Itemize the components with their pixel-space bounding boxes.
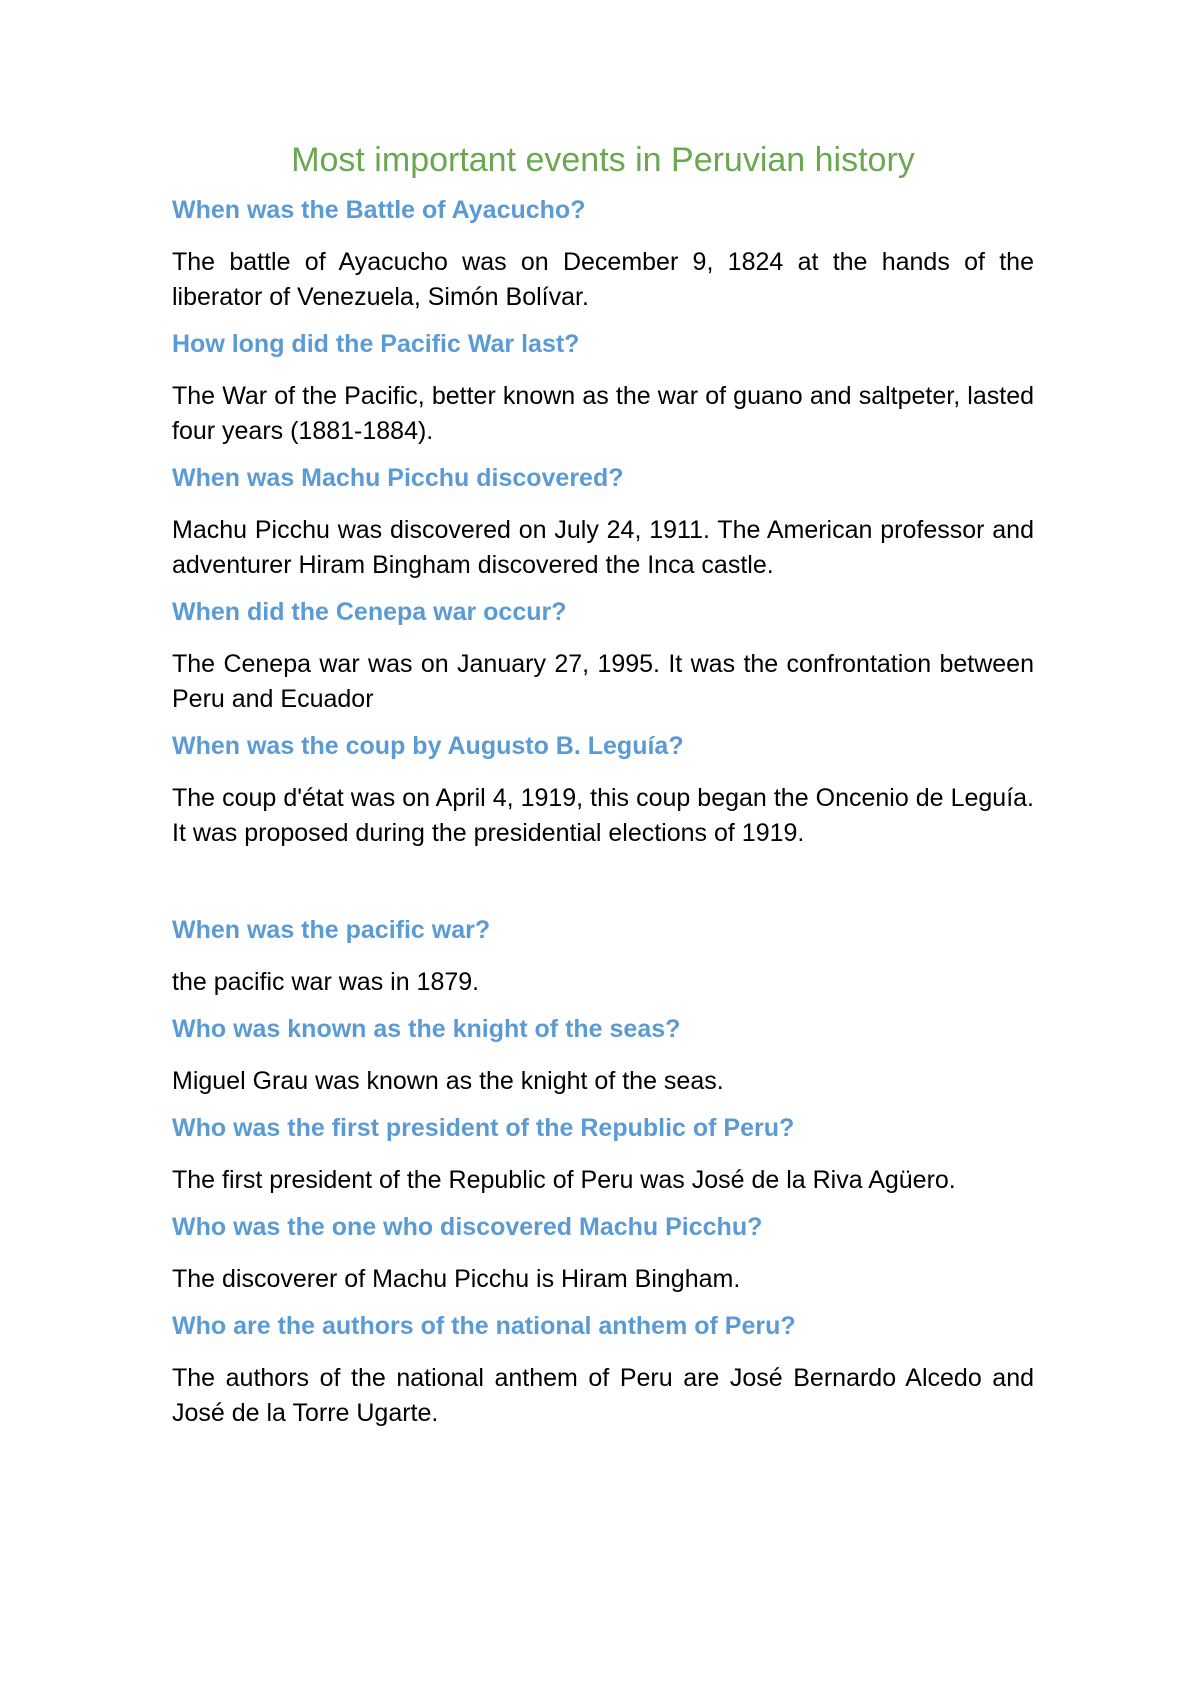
qa-section [172, 329, 1034, 449]
qa-section [172, 1311, 1034, 1431]
qa-section [172, 597, 1034, 717]
question-heading: When was the Battle of Ayacucho? [172, 195, 586, 224]
answer-paragraph: The coup d'état was on April 4, 1919, this coup began the Oncenio de Leguía. It was proposed during the presidential elections of 1919. [172, 783, 1034, 847]
question-heading: Who are the authors of the national anthem of Peru? [172, 1311, 796, 1340]
document-title: Most important events in Peruvian history [291, 141, 915, 179]
qa-section [172, 1212, 1034, 1297]
qa-section [172, 915, 1034, 1000]
answer-paragraph: The War of the Pacific, better known as the war of guano and saltpeter, lasted four years (1881-1884). [172, 381, 1034, 445]
question-heading: When was the coup by Augusto B. Leguía? [172, 731, 684, 760]
qa-section [172, 1014, 1034, 1099]
document-page [172, 140, 1034, 1445]
question-heading: Who was the first president of the Republic of Peru? [172, 1113, 795, 1142]
question-heading: How long did the Pacific War last? [172, 329, 580, 358]
answer-paragraph: The authors of the national anthem of Peru are José Bernardo Alcedo and José de la Torre Ugarte. [172, 1363, 1034, 1427]
qa-section [172, 463, 1034, 583]
question-heading: Who was the one who discovered Machu Picchu? [172, 1212, 763, 1241]
blank-line [172, 865, 1034, 915]
answer-paragraph: The Cenepa war was on January 27, 1995. It was the confrontation between Peru and Ecuador [172, 649, 1034, 713]
qa-section [172, 1113, 1034, 1198]
answer-paragraph: The first president of the Republic of Peru was José de la Riva Agüero. [172, 1165, 956, 1194]
answer-paragraph: The battle of Ayacucho was on December 9, 1824 at the hands of the liberator of Venezuela, Simón Bolívar. [172, 247, 1034, 311]
question-heading: When did the Cenepa war occur? [172, 597, 567, 626]
answer-paragraph: the pacific war was in 1879. [172, 967, 480, 996]
answer-paragraph: The discoverer of Machu Picchu is Hiram Bingham. [172, 1264, 741, 1293]
qa-section [172, 731, 1034, 851]
question-heading: Who was known as the knight of the seas? [172, 1014, 681, 1043]
answer-paragraph: Miguel Grau was known as the knight of the seas. [172, 1066, 724, 1095]
answer-paragraph: Machu Picchu was discovered on July 24, 1911. The American professor and adventurer Hiram Bingham discovered the Inca castle. [172, 515, 1034, 579]
question-heading: When was the pacific war? [172, 915, 491, 944]
qa-section [172, 195, 1034, 315]
question-heading: When was Machu Picchu discovered? [172, 463, 624, 492]
